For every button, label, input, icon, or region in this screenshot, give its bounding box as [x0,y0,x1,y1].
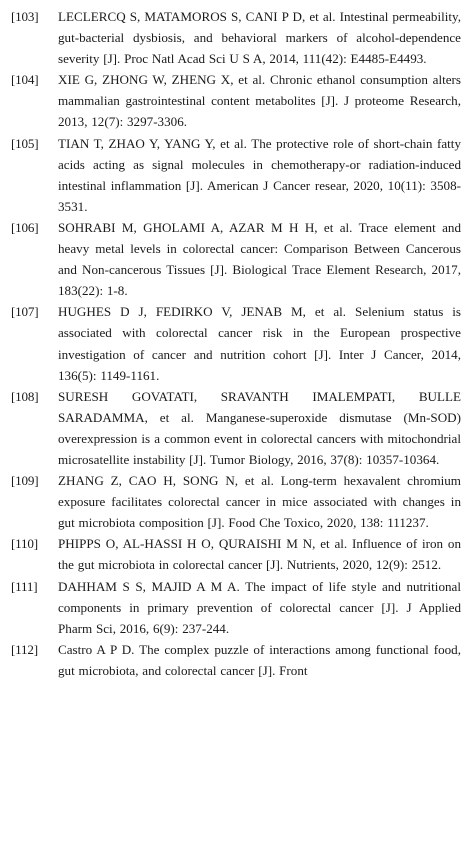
reference-number: [108] [11,388,39,404]
reference-text: SURESH GOVATATI, SRAVANTH IMALEMPATI, BULLE SARADAMMA, et al. Manganese-superoxide dismutase (Mn-SOD) overexpression is a common event in colorectal cancers with mitochondrial microsatellite instability [J]. Tumor Biology, 2016, 37(8): 10357-10364. [58,388,461,467]
reference-text: Castro A P D. The complex puzzle of interactions among functional food, gut microbiota, and colorectal cancer [J]. Front [58,641,461,678]
reference-number: [104] [11,72,39,88]
reference-number: [103] [11,9,39,24]
reference-entry [11,533,461,575]
reference-number: [106] [11,219,39,235]
reference-entry [11,301,461,385]
reference-number: [111] [11,578,38,594]
reference-entry [11,217,461,301]
reference-text: HUGHES D J, FEDIRKO V, JENAB M, et al. Selenium status is associated with colorectal cancer risk in the European prospective investigation of cancer and nutrition cohort [J]. Inter J Cancer, 2014, 136(5): 1149-1161. [58,304,461,383]
reference-entry [11,639,461,681]
reference-number: [109] [11,473,39,489]
reference-entry [11,386,461,470]
reference-text: TIAN T, ZHAO Y, YANG Y, et al. The protective role of short-chain fatty acids acting as signal molecules in chemotherapy-or radiation-induced intestinal inflammation [J]. American J Cancer resear, 2020, 10(11): 3508-3531. [58,135,461,214]
reference-text: PHIPPS O, AL-HASSI H O, QURAISHI M N, et al. Influence of iron on the gut microbiota in colorectal cancer [J]. Nutrients, 2020, 12(9): 2512. [58,536,461,573]
reference-entry [11,133,461,217]
reference-text: DAHHAM S S, MAJID A M A. The impact of life style and nutritional components in primary prevention of colorectal cancer [J]. J Applied Pharm Sci, 2016, 6(9): 237-244. [58,578,461,636]
reference-text: ZHANG Z, CAO H, SONG N, et al. Long-term hexavalent chromium exposure facilitates colorectal cancer in mice associated with changes in gut microbiota composition [J]. Food Che Toxico, 2020, 138: 111237. [58,473,461,531]
reference-number: [110] [11,536,38,552]
reference-text: SOHRABI M, GHOLAMI A, AZAR M H H, et al. Trace element and heavy metal levels in colorectal cancer: Comparison Between Cancerous and Non-cancerous Tissues [J]. Biological Trace Element Research, 2017, 183(22): 1-8. [58,219,461,299]
reference-number: [107] [11,304,39,320]
reference-entry [11,6,461,69]
reference-entry [11,470,461,533]
reference-number: [105] [11,135,39,151]
reference-entry [11,576,461,639]
reference-text: XIE G, ZHONG W, ZHENG X, et al. Chronic ethanol consumption alters mammalian gastrointestinal content metabolites [J]. J proteome Research, 2013, 12(7): 3297-3306. [58,72,461,130]
reference-text: LECLERCQ S, MATAMOROS S, CANI P D, et al. Intestinal permeability, gut-bacterial dysbiosis, and behavioral markers of alcohol-dependence severity [J]. Proc Natl Acad Sci U S A, 2014, 111(42): E4485-E4493. [58,9,461,67]
reference-number: [112] [11,641,38,657]
reference-entry [11,69,461,132]
